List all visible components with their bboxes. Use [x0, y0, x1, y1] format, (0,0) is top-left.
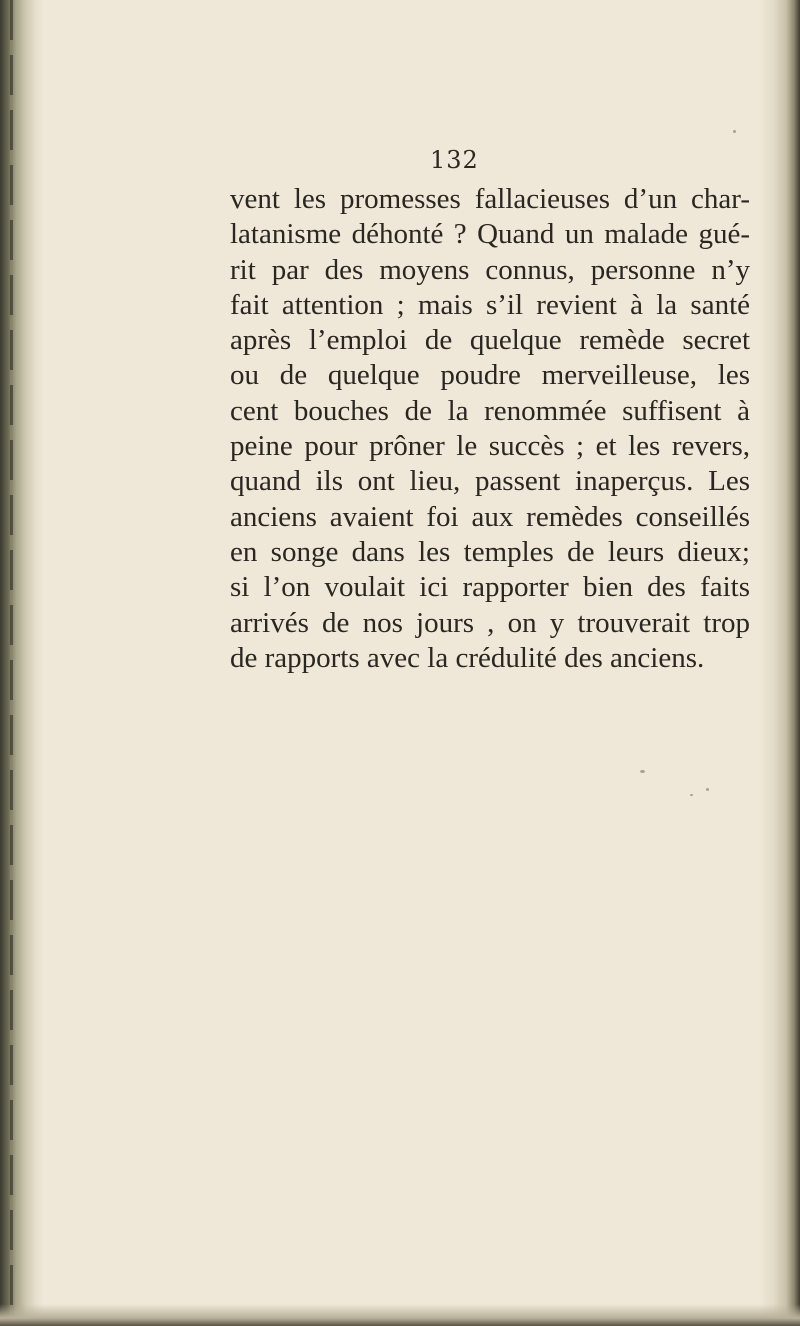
- text-line: anciens avaient foi aux remèdes conseillés: [230, 500, 750, 533]
- text-line: vent les promesses fallacieuses d’un char-: [230, 183, 750, 215]
- text-line: arrivés de nos jours , on y trouverait trop: [230, 606, 750, 639]
- body-text: [230, 182, 750, 676]
- paper-speck: [690, 794, 693, 796]
- text-line: ou de quelque poudre merveilleuse, les: [230, 359, 750, 392]
- page-number: 132: [430, 146, 479, 174]
- text-line: quand ils ont lieu, passent inaperçus. Les: [230, 465, 750, 498]
- text-line: peine pour prôner le succès ; et les revers,: [230, 430, 750, 463]
- paper-speck: [640, 770, 645, 773]
- text-line: en songe dans les temples de leurs dieux;: [230, 535, 750, 568]
- text-line: rit par des moyens connus, personne n’y: [230, 253, 750, 286]
- paper-speck: [706, 788, 709, 791]
- text-line: si l’on voulait ici rapporter bien des faits: [230, 571, 750, 604]
- paper-speck: [733, 130, 736, 133]
- page-edge-right: [760, 0, 800, 1326]
- page-edge-bottom: [0, 1304, 800, 1326]
- text-line: après l’emploi de quelque remède secret: [230, 324, 750, 357]
- text-line: fait attention ; mais s’il revient à la santé: [230, 288, 750, 321]
- binding-gutter: [0, 0, 44, 1326]
- text-line: cent bouches de la renommée suffisent à: [230, 394, 750, 427]
- text-line: latanisme déhonté ? Quand un malade gué-: [230, 218, 750, 251]
- text-line: de rapports avec la crédulité des anciens.: [230, 641, 705, 674]
